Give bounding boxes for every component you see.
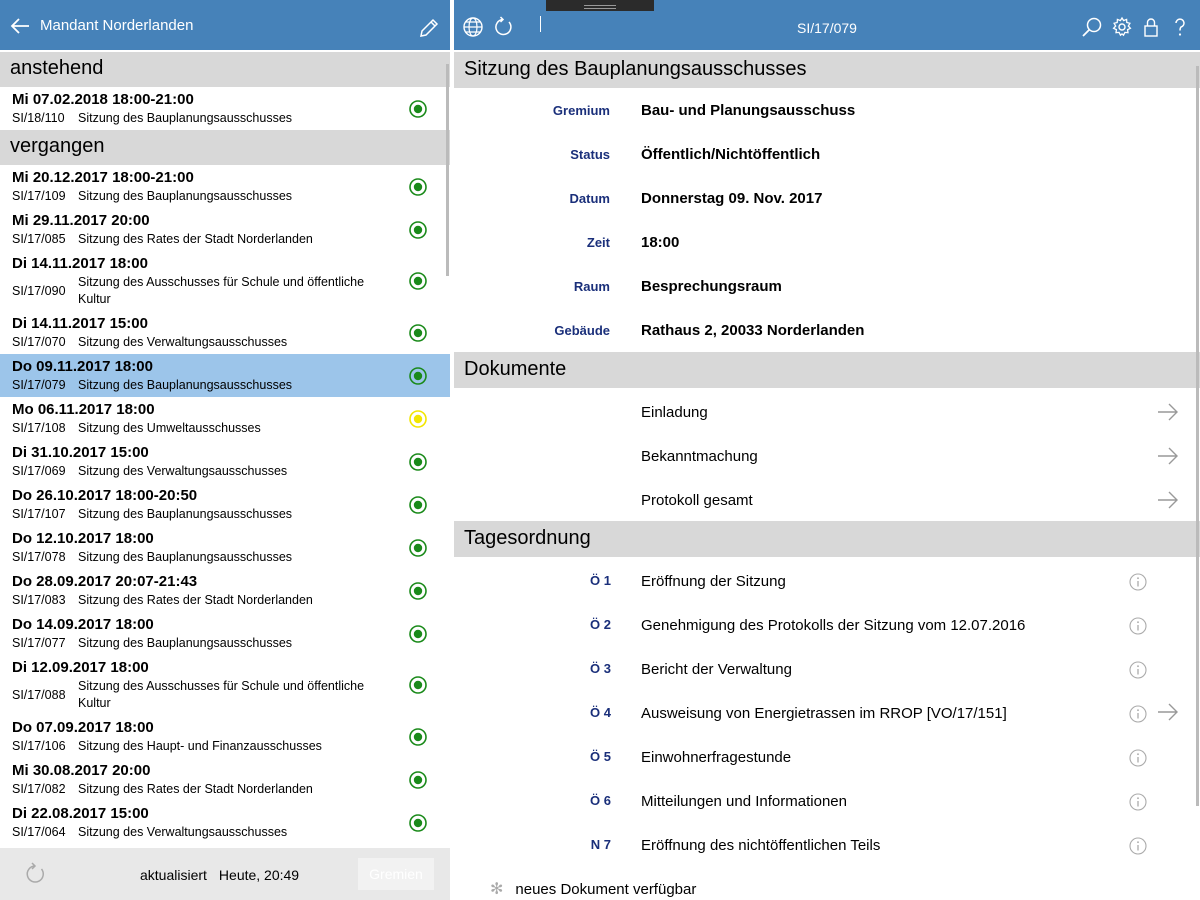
- status-dot-icon: [408, 581, 428, 601]
- meeting-date: Mi 07.02.2018 18:00-21:00: [12, 91, 194, 108]
- agenda-header: Tagesordnung: [454, 521, 1200, 557]
- status-dot-icon: [408, 624, 428, 644]
- new-document-star-icon: ✻: [490, 881, 504, 898]
- left-footer: [0, 848, 450, 900]
- field-label: Zeit: [586, 235, 610, 250]
- documents-header: Dokumente: [454, 352, 1200, 388]
- section-header: anstehend: [0, 52, 450, 87]
- back-arrow-icon[interactable]: [8, 14, 32, 38]
- meeting-name: Sitzung des Bauplanungsausschusses: [78, 550, 293, 564]
- field-label: Gremium: [552, 103, 610, 118]
- agenda-number: N 7: [590, 837, 611, 852]
- left-header: [0, 0, 450, 50]
- meeting-date: Do 07.09.2017 18:00: [12, 719, 154, 736]
- agenda-title: Eröffnung der Sitzung: [641, 573, 786, 590]
- meeting-code: SI/17/085: [12, 232, 66, 246]
- gear-icon[interactable]: [1111, 16, 1133, 38]
- status-dot-icon: [408, 813, 428, 833]
- lock-icon[interactable]: [1140, 16, 1162, 38]
- meeting-name: Sitzung des Ausschusses für Schule und öffentliche Kultur: [78, 679, 365, 710]
- document-label: Bekanntmachung: [641, 448, 758, 465]
- agenda-number: Ö 4: [590, 705, 611, 720]
- help-icon[interactable]: [1169, 16, 1191, 38]
- meeting-date: Di 14.11.2017 15:00: [12, 315, 148, 332]
- meeting-list-item[interactable]: [0, 397, 450, 440]
- drag-handle[interactable]: [546, 0, 654, 11]
- meeting-code: SI/17/079: [797, 20, 857, 36]
- info-icon[interactable]: [1129, 617, 1147, 635]
- meeting-date: Mi 20.12.2017 18:00-21:00: [12, 169, 194, 186]
- meeting-list-item[interactable]: [0, 165, 450, 208]
- meeting-code: SI/17/079: [12, 378, 66, 392]
- meeting-date: Di 31.10.2017 15:00: [12, 444, 149, 461]
- meeting-date: Di 14.11.2017 18:00: [12, 255, 148, 272]
- meeting-date: Mi 30.08.2017 20:00: [12, 762, 151, 779]
- meeting-list-item[interactable]: [0, 311, 450, 354]
- arrow-right-icon: [1157, 446, 1179, 466]
- section-header: vergangen: [0, 130, 450, 165]
- field-value: Öffentlich/Nichtöffentlich: [641, 146, 821, 163]
- update-status: [140, 867, 311, 883]
- meeting-date: Do 26.10.2017 18:00-20:50: [12, 487, 198, 504]
- meeting-code: SI/17/077: [12, 636, 66, 650]
- document-item[interactable]: [454, 390, 1200, 434]
- meeting-detail-pane: [454, 0, 1200, 900]
- refresh-icon[interactable]: [22, 861, 48, 887]
- detail-field: [454, 133, 1200, 177]
- meeting-list-pane: [0, 0, 450, 900]
- agenda-number: Ö 6: [590, 793, 611, 808]
- field-label: Gebäude: [554, 323, 610, 338]
- meeting-list-item[interactable]: [0, 87, 450, 130]
- meeting-date: Di 12.09.2017 18:00: [12, 659, 149, 676]
- meeting-list-item[interactable]: [0, 354, 450, 397]
- meeting-code: SI/17/107: [12, 507, 66, 521]
- status-dot-icon: [408, 177, 428, 197]
- status-dot-icon: [408, 675, 428, 695]
- legend-text: neues Dokument verfügbar: [515, 881, 697, 898]
- pencil-icon[interactable]: [418, 17, 440, 39]
- meeting-list-item[interactable]: [0, 801, 450, 844]
- detail-field: [454, 309, 1200, 353]
- info-icon[interactable]: [1129, 661, 1147, 679]
- meeting-code: SI/17/064: [12, 825, 66, 839]
- meeting-list-item[interactable]: [0, 483, 450, 526]
- meeting-name: Sitzung des Rates der Stadt Norderlanden: [78, 782, 313, 796]
- agenda-title: Genehmigung des Protokolls der Sitzung vom 12.07.2016: [641, 617, 1026, 634]
- arrow-right-icon: [1157, 490, 1179, 510]
- field-label: Status: [570, 147, 610, 162]
- document-item[interactable]: [454, 434, 1200, 478]
- meeting-date: Do 14.09.2017 18:00: [12, 616, 154, 633]
- meeting-list-item[interactable]: [0, 526, 450, 569]
- detail-field: [454, 265, 1200, 309]
- arrow-right-icon: [1157, 402, 1179, 422]
- meeting-code: SI/17/070: [12, 335, 66, 349]
- detail-field: [454, 221, 1200, 265]
- detail-field: [454, 177, 1200, 221]
- meeting-name: Sitzung des Bauplanungsausschusses: [78, 111, 293, 125]
- detail-field: [454, 89, 1200, 133]
- field-value: Bau- und Planungsausschuss: [641, 102, 856, 119]
- meeting-list-item[interactable]: [0, 208, 450, 251]
- agenda-title: Bericht der Verwaltung: [641, 661, 792, 678]
- meeting-date: Mo 06.11.2017 18:00: [12, 401, 155, 418]
- meeting-list-item[interactable]: [0, 655, 450, 715]
- info-icon[interactable]: [1129, 749, 1147, 767]
- meeting-code: SI/17/106: [12, 739, 66, 753]
- info-icon[interactable]: [1129, 705, 1147, 723]
- right-header: [454, 0, 1200, 50]
- field-label: Raum: [573, 279, 610, 294]
- meeting-code: SI/17/109: [12, 189, 66, 203]
- field-value: Besprechungsraum: [641, 278, 782, 295]
- meeting-code: SI/17/088: [12, 687, 66, 702]
- status-dot-icon: [408, 770, 428, 790]
- meeting-list-item[interactable]: [0, 569, 450, 612]
- meeting-date: Do 28.09.2017 20:07-21:43: [12, 573, 198, 590]
- status-dot-icon: [408, 271, 428, 291]
- field-value: Donnerstag 09. Nov. 2017: [641, 190, 823, 207]
- meeting-code: SI/17/083: [12, 593, 66, 607]
- meeting-name: Sitzung des Bauplanungsausschusses: [78, 378, 293, 392]
- meeting-list-item[interactable]: [0, 758, 450, 801]
- meeting-name: Sitzung des Bauplanungsausschusses: [78, 189, 293, 203]
- tenant-title: Mandant Norderlanden: [40, 17, 194, 34]
- status-dot-icon: [408, 220, 428, 240]
- gremien-button[interactable]: Gremien: [358, 858, 434, 890]
- updated-label: aktualisiert: [140, 867, 207, 883]
- status-dot-icon: [408, 323, 428, 343]
- agenda-title: Einwohnerfragestunde: [641, 749, 792, 766]
- agenda-title: Mitteilungen und Informationen: [641, 793, 847, 810]
- agenda-title: Eröffnung des nichtöffentlichen Teils: [641, 837, 881, 854]
- agenda-item[interactable]: [454, 735, 1200, 779]
- meeting-name: Sitzung des Bauplanungsausschusses: [78, 507, 293, 521]
- status-dot-icon: [408, 452, 428, 472]
- info-icon[interactable]: [1129, 837, 1147, 855]
- meeting-code: SI/18/110: [12, 111, 65, 125]
- meeting-code: SI/17/090: [12, 283, 66, 298]
- agenda-title: Ausweisung von Energietrassen im RROP [VO/17/151]: [641, 705, 1007, 722]
- agenda-item[interactable]: [454, 559, 1200, 603]
- field-label: Datum: [569, 191, 610, 206]
- agenda-item[interactable]: [454, 603, 1200, 647]
- agenda-item[interactable]: [454, 823, 1200, 867]
- meeting-code: SI/17/082: [12, 782, 66, 796]
- detail-scrollbar[interactable]: [1196, 66, 1199, 806]
- agenda-item[interactable]: [454, 647, 1200, 691]
- status-dot-icon: [408, 538, 428, 558]
- info-icon[interactable]: [1129, 573, 1147, 591]
- meeting-list: [0, 52, 450, 848]
- meeting-title: Sitzung des Bauplanungsausschusses: [454, 52, 1200, 88]
- agenda-number: Ö 2: [590, 617, 611, 632]
- meeting-list-item[interactable]: [0, 440, 450, 483]
- meeting-name: Sitzung des Haupt- und Finanzausschusses: [78, 739, 322, 753]
- status-dot-icon: [408, 727, 428, 747]
- meeting-name: Sitzung des Ausschusses für Schule und öffentliche Kultur: [78, 275, 365, 306]
- meeting-name: Sitzung des Umweltausschusses: [78, 421, 261, 435]
- agenda-item[interactable]: [454, 779, 1200, 823]
- info-icon[interactable]: [1129, 793, 1147, 811]
- agenda-number: Ö 3: [590, 661, 611, 676]
- legend: [490, 879, 696, 899]
- field-value: 18:00: [641, 234, 680, 251]
- arrow-right-icon[interactable]: [1157, 702, 1179, 722]
- agenda-item[interactable]: [454, 691, 1200, 735]
- status-dot-icon: [408, 409, 428, 429]
- meeting-code: SI/17/078: [12, 550, 66, 564]
- meeting-code: SI/17/108: [12, 421, 66, 435]
- meeting-date: Do 09.11.2017 18:00: [12, 358, 153, 375]
- document-label: Einladung: [641, 404, 708, 421]
- meeting-list-item[interactable]: [0, 715, 450, 758]
- meeting-name: Sitzung des Verwaltungsausschusses: [78, 464, 288, 478]
- search-icon[interactable]: [1081, 16, 1103, 38]
- status-dot-icon: [408, 495, 428, 515]
- meeting-date: Do 12.10.2017 18:00: [12, 530, 154, 547]
- field-value: Rathaus 2, 20033 Norderlanden: [641, 322, 865, 339]
- agenda-number: Ö 5: [590, 749, 611, 764]
- document-item[interactable]: [454, 478, 1200, 522]
- meeting-name: Sitzung des Rates der Stadt Norderlanden: [78, 593, 313, 607]
- meeting-name: Sitzung des Verwaltungsausschusses: [78, 825, 288, 839]
- meeting-name: Sitzung des Rates der Stadt Norderlanden: [78, 232, 313, 246]
- list-scrollbar[interactable]: [446, 64, 449, 276]
- document-label: Protokoll gesamt: [641, 492, 753, 509]
- status-dot-icon: [408, 99, 428, 119]
- meeting-list-item[interactable]: [0, 251, 450, 311]
- meeting-name: Sitzung des Verwaltungsausschusses: [78, 335, 288, 349]
- meeting-date: Di 22.08.2017 15:00: [12, 805, 149, 822]
- meeting-code: SI/17/069: [12, 464, 66, 478]
- meeting-date: Mi 29.11.2017 20:00: [12, 212, 150, 229]
- meeting-list-item[interactable]: [0, 612, 450, 655]
- updated-value: Heute, 20:49: [218, 867, 300, 883]
- agenda-number: Ö 1: [590, 573, 611, 588]
- meeting-name: Sitzung des Bauplanungsausschusses: [78, 636, 293, 650]
- status-dot-icon: [408, 366, 428, 386]
